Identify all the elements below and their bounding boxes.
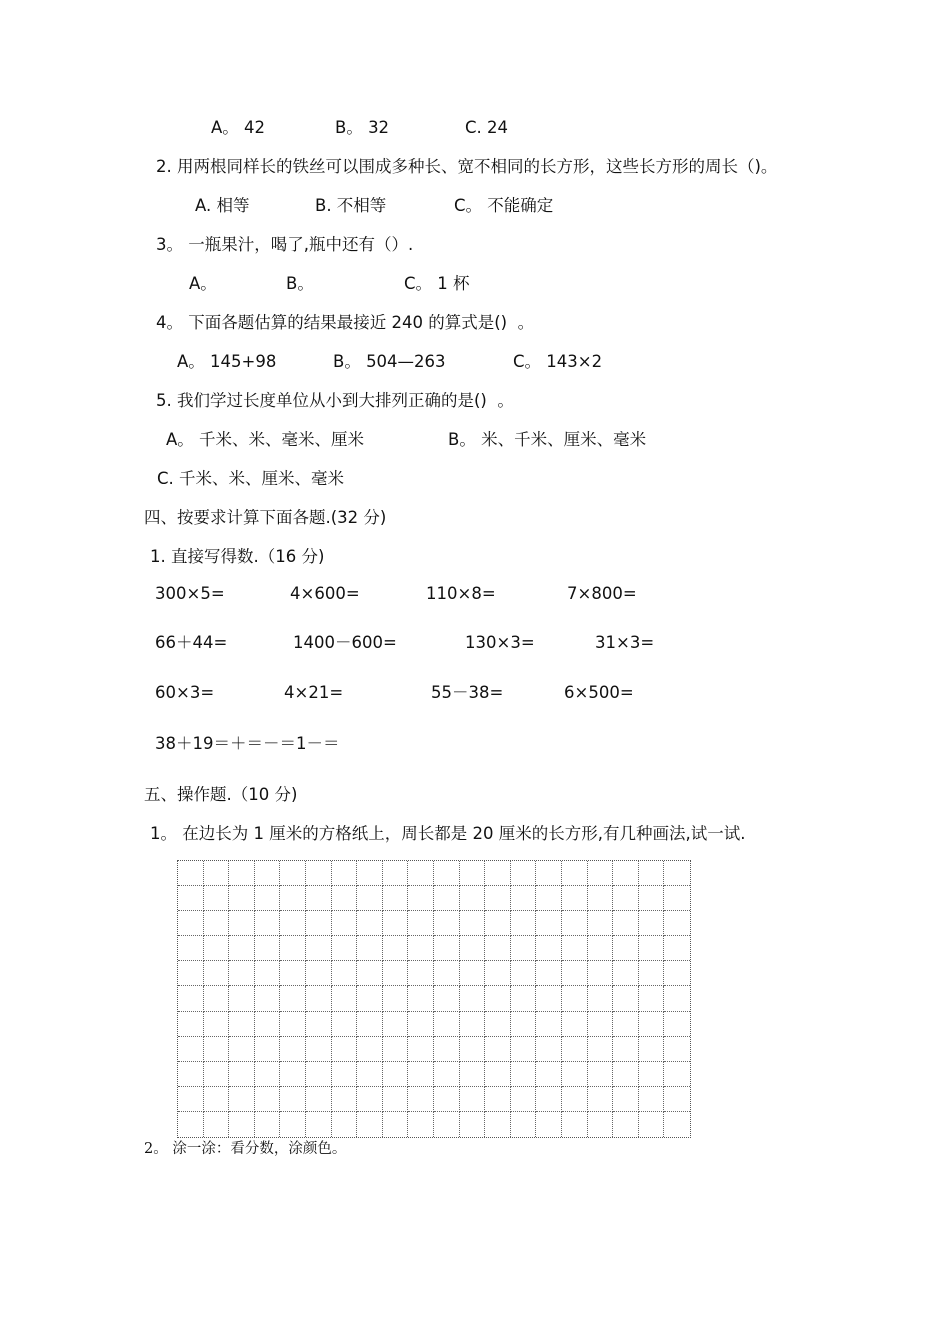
grid-cell: [408, 1062, 434, 1087]
grid-cell: [383, 911, 409, 936]
grid-cell: [485, 1037, 511, 1062]
grid-cell: [408, 911, 434, 936]
grid-cell: [280, 1087, 306, 1112]
grid-cell: [536, 1087, 562, 1112]
grid-cell: [280, 1112, 306, 1137]
grid-cell: [639, 961, 665, 986]
grid-cell: [664, 911, 690, 936]
grid-cell: [357, 1087, 383, 1112]
grid-cell: [664, 1087, 690, 1112]
grid-cell: [229, 1037, 255, 1062]
grid-cell: [332, 861, 358, 886]
grid-cell: [485, 1012, 511, 1037]
grid-cell: [588, 936, 614, 961]
grid-cell: [485, 886, 511, 911]
grid-cell: [229, 1087, 255, 1112]
q1-option-c: C. 24: [465, 118, 509, 137]
grid-cell: [613, 911, 639, 936]
grid-cell: [204, 936, 230, 961]
grid-cell: [460, 1112, 486, 1137]
grid-cell: [460, 886, 486, 911]
grid-cell: [613, 986, 639, 1011]
calc-r3-c2: 4×21=: [284, 683, 344, 702]
grid-cell: [383, 1012, 409, 1037]
section5-q1: 1。 在边长为 1 厘米的方格纸上，周长都是 20 厘米的长方形,有几种画法,试一试.: [150, 824, 746, 843]
grid-cell: [664, 1062, 690, 1087]
q3-option-c: C。 1 杯: [404, 274, 470, 293]
grid-cell: [664, 1037, 690, 1062]
grid-cell: [562, 961, 588, 986]
grid-cell: [383, 986, 409, 1011]
q3-option-a: A。: [189, 274, 217, 293]
grid-cell: [204, 961, 230, 986]
grid-cell: [613, 1062, 639, 1087]
grid-cell: [588, 1112, 614, 1137]
grid-cell: [306, 1012, 332, 1037]
grid-cell: [280, 1037, 306, 1062]
grid-cell: [562, 911, 588, 936]
calc-r2-c3: 130×3=: [465, 633, 535, 652]
grid-cell: [664, 961, 690, 986]
grid-cell: [485, 986, 511, 1011]
grid-cell: [536, 861, 562, 886]
q4-option-c: C。 143×2: [513, 352, 603, 371]
calc-r1-c3: 110×8=: [426, 584, 496, 603]
grid-cell: [588, 911, 614, 936]
grid-cell: [280, 936, 306, 961]
grid-cell: [280, 886, 306, 911]
grid-cell: [306, 911, 332, 936]
grid-cell: [485, 1112, 511, 1137]
calc-r2-c4: 31×3=: [595, 633, 655, 652]
grid-cell: [178, 886, 204, 911]
grid-cell: [613, 861, 639, 886]
grid-cell: [460, 911, 486, 936]
grid-cell: [434, 1112, 460, 1137]
grid-cell: [383, 961, 409, 986]
grid-cell: [204, 886, 230, 911]
grid-cell: [306, 1087, 332, 1112]
grid-cell: [306, 1112, 332, 1137]
grid-cell: [229, 1112, 255, 1137]
grid-cell: [357, 1112, 383, 1137]
grid-cell: [280, 986, 306, 1011]
grid-cell: [332, 936, 358, 961]
grid-cell: [460, 861, 486, 886]
calc-r2-c1: 66＋44=: [155, 633, 228, 652]
grid-cell: [357, 936, 383, 961]
grid-cell: [613, 1087, 639, 1112]
grid-cell: [613, 886, 639, 911]
grid-cell: [383, 886, 409, 911]
grid-cell: [562, 861, 588, 886]
q5-option-b: B。 米、千米、厘米、毫米: [448, 430, 647, 449]
grid-cell: [588, 886, 614, 911]
grid-cell: [639, 1112, 665, 1137]
grid-cell: [408, 986, 434, 1011]
grid-cell: [306, 936, 332, 961]
grid-cell: [460, 986, 486, 1011]
grid-cell: [664, 861, 690, 886]
grid-cell: [306, 861, 332, 886]
grid-cell: [357, 1037, 383, 1062]
grid-cell: [511, 886, 537, 911]
grid-cell: [460, 936, 486, 961]
grid-cell: [536, 961, 562, 986]
grid-cell: [408, 1112, 434, 1137]
grid-cell: [306, 986, 332, 1011]
grid-cell: [332, 961, 358, 986]
grid-cell: [280, 1062, 306, 1087]
grid-cell: [511, 936, 537, 961]
grid-cell: [613, 936, 639, 961]
grid-cell: [511, 961, 537, 986]
grid-cell: [562, 1037, 588, 1062]
grid-cell: [178, 911, 204, 936]
grid-cell: [255, 986, 281, 1011]
calc-r4: 38＋19＝＋＝－＝1－＝: [155, 734, 340, 753]
grid-cell: [639, 1037, 665, 1062]
grid-cell: [664, 936, 690, 961]
grid-cell: [536, 1112, 562, 1137]
grid-cell: [460, 1037, 486, 1062]
grid-cell: [562, 1062, 588, 1087]
grid-cell: [229, 861, 255, 886]
grid-cell: [204, 1087, 230, 1112]
grid-cell: [588, 1087, 614, 1112]
q1-option-b: B。 32: [335, 118, 390, 137]
grid-cell: [562, 1012, 588, 1037]
grid-cell: [383, 1087, 409, 1112]
grid-cell: [229, 886, 255, 911]
grid-cell: [332, 1087, 358, 1112]
section4-sub1: 1. 直接写得数.（16 分): [150, 547, 325, 566]
q5-option-c: C. 千米、米、厘米、毫米: [157, 469, 345, 488]
grid-cell: [229, 911, 255, 936]
grid-cell: [511, 1112, 537, 1137]
grid-cell: [511, 1087, 537, 1112]
grid-cell: [178, 1087, 204, 1112]
grid-cell: [511, 861, 537, 886]
grid-cell: [178, 986, 204, 1011]
grid-cell: [255, 1037, 281, 1062]
q5-stem: 5. 我们学过长度单位从小到大排列正确的是() 。: [156, 391, 514, 410]
grid-cell: [178, 936, 204, 961]
grid-cell: [280, 961, 306, 986]
grid-cell: [511, 1062, 537, 1087]
grid-cell: [332, 886, 358, 911]
grid-cell: [562, 936, 588, 961]
section5-title: 五、操作题.（10 分): [144, 785, 298, 804]
grid-cell: [255, 886, 281, 911]
calc-r1-c4: 7×800=: [567, 584, 637, 603]
grid-cell: [204, 1112, 230, 1137]
grid-cell: [383, 1112, 409, 1137]
grid-cell: [639, 911, 665, 936]
grid-cell: [204, 986, 230, 1011]
q4-option-a: A。 145+98: [177, 352, 277, 371]
grid-cell: [408, 961, 434, 986]
grid-cell: [460, 1087, 486, 1112]
grid-cell: [332, 1012, 358, 1037]
grid-cell: [204, 1062, 230, 1087]
grid-cell: [204, 861, 230, 886]
grid-cell: [664, 886, 690, 911]
grid-cell: [306, 886, 332, 911]
grid-cell: [357, 1062, 383, 1087]
grid-cell: [178, 1037, 204, 1062]
q3-stem: 3。 一瓶果汁，喝了,瓶中还有（）.: [156, 235, 414, 254]
grid-cell: [204, 911, 230, 936]
grid-cell: [383, 1037, 409, 1062]
grid-cell: [255, 1112, 281, 1137]
grid-cell: [229, 986, 255, 1011]
grid-cell: [460, 1062, 486, 1087]
calc-r3-c1: 60×3=: [155, 683, 215, 702]
grid-cell: [536, 936, 562, 961]
grid-cell: [613, 1012, 639, 1037]
grid-cell: [434, 861, 460, 886]
grid-cell: [639, 886, 665, 911]
grid-cell: [332, 911, 358, 936]
grid-cell: [408, 1037, 434, 1062]
grid-cell: [408, 861, 434, 886]
q2-option-b: B. 不相等: [315, 196, 387, 215]
grid-cell: [255, 1062, 281, 1087]
q2-stem: 2. 用两根同样长的铁丝可以围成多种长、宽不相同的长方形，这些长方形的周长（)。: [156, 157, 778, 176]
grid-cell: [562, 886, 588, 911]
grid-cell: [357, 986, 383, 1011]
grid-cell: [434, 1062, 460, 1087]
grid-cell: [255, 861, 281, 886]
grid-cell: [357, 911, 383, 936]
grid-cell: [460, 1012, 486, 1037]
calc-r1-c2: 4×600=: [290, 584, 360, 603]
calc-r3-c4: 6×500=: [564, 683, 634, 702]
grid-cell: [306, 1037, 332, 1062]
grid-cell: [178, 1062, 204, 1087]
grid-cell: [178, 961, 204, 986]
grid-cell: [485, 861, 511, 886]
q2-option-c: C。 不能确定: [454, 196, 554, 215]
grid-cell: [511, 986, 537, 1011]
section4-title: 四、按要求计算下面各题.(32 分): [144, 508, 387, 527]
grid-cell: [536, 1037, 562, 1062]
grid-cell: [639, 1012, 665, 1037]
grid-cell: [332, 1037, 358, 1062]
grid-cell: [383, 936, 409, 961]
grid-cell: [536, 886, 562, 911]
grid-cell: [562, 1112, 588, 1137]
grid-cell: [485, 1062, 511, 1087]
q4-option-b: B。 504—263: [333, 352, 446, 371]
grid-cell: [434, 936, 460, 961]
grid-cell: [536, 986, 562, 1011]
grid-cell: [280, 861, 306, 886]
grid-cell: [536, 1062, 562, 1087]
grid-cell: [306, 961, 332, 986]
grid-cell: [306, 1062, 332, 1087]
grid-cell: [434, 1037, 460, 1062]
grid-cell: [613, 1112, 639, 1137]
grid-cell: [434, 961, 460, 986]
grid-cell: [536, 1012, 562, 1037]
grid-cell: [332, 986, 358, 1011]
grid-cell: [639, 861, 665, 886]
grid-cell: [434, 911, 460, 936]
grid-cell: [536, 911, 562, 936]
grid-cell: [639, 1062, 665, 1087]
grid-cell: [229, 961, 255, 986]
square-grid-paper: [177, 860, 691, 1138]
grid-cell: [229, 936, 255, 961]
grid-cell: [664, 1112, 690, 1137]
grid-cell: [511, 911, 537, 936]
grid-cell: [408, 936, 434, 961]
grid-cell: [588, 1062, 614, 1087]
grid-cell: [255, 911, 281, 936]
grid-cell: [664, 986, 690, 1011]
grid-cell: [229, 1062, 255, 1087]
grid-cell: [280, 911, 306, 936]
grid-cell: [588, 1012, 614, 1037]
grid-cell: [562, 986, 588, 1011]
grid-cell: [332, 1112, 358, 1137]
grid-cell: [434, 1012, 460, 1037]
grid-cell: [280, 1012, 306, 1037]
grid-cell: [332, 1062, 358, 1087]
section5-q2: 2。 涂一涂：看分数，涂颜色。: [144, 1141, 347, 1157]
grid-cell: [229, 1012, 255, 1037]
grid-cell: [357, 886, 383, 911]
q4-stem: 4。 下面各题估算的结果最接近 240 的算式是() 。: [156, 313, 535, 332]
grid-cell: [255, 1087, 281, 1112]
grid-cell: [613, 961, 639, 986]
grid-cell: [383, 1062, 409, 1087]
grid-cell: [255, 1012, 281, 1037]
grid-cell: [408, 1087, 434, 1112]
grid-cell: [485, 936, 511, 961]
grid-cell: [408, 1012, 434, 1037]
grid-cell: [511, 1012, 537, 1037]
calc-r2-c2: 1400－600=: [293, 633, 397, 652]
grid-cell: [357, 861, 383, 886]
grid-cell: [485, 961, 511, 986]
grid-cell: [562, 1087, 588, 1112]
q5-option-a: A。 千米、米、毫米、厘米: [166, 430, 365, 449]
grid-cell: [434, 986, 460, 1011]
grid-cell: [357, 961, 383, 986]
grid-cell: [434, 886, 460, 911]
grid-cell: [383, 861, 409, 886]
grid-cell: [511, 1037, 537, 1062]
grid-cell: [178, 1112, 204, 1137]
q3-option-b: B。: [286, 274, 314, 293]
grid-cell: [460, 961, 486, 986]
q2-option-a: A. 相等: [195, 196, 250, 215]
calc-r1-c1: 300×5=: [155, 584, 225, 603]
grid-cell: [204, 1037, 230, 1062]
grid-cell: [434, 1087, 460, 1112]
grid-cell: [204, 1012, 230, 1037]
grid-cell: [408, 886, 434, 911]
grid-cell: [178, 861, 204, 886]
q1-option-a: A。 42: [211, 118, 266, 137]
grid-cell: [664, 1012, 690, 1037]
grid-cell: [588, 961, 614, 986]
grid-cell: [639, 936, 665, 961]
grid-cell: [588, 1037, 614, 1062]
grid-cell: [613, 1037, 639, 1062]
grid-cell: [255, 961, 281, 986]
grid-cell: [639, 986, 665, 1011]
grid-cell: [485, 1087, 511, 1112]
grid-cell: [639, 1087, 665, 1112]
grid-cell: [357, 1012, 383, 1037]
grid-cell: [485, 911, 511, 936]
grid-cell: [255, 936, 281, 961]
calc-r3-c3: 55－38=: [431, 683, 504, 702]
grid-cell: [588, 986, 614, 1011]
grid-cell: [588, 861, 614, 886]
grid-cell: [178, 1012, 204, 1037]
